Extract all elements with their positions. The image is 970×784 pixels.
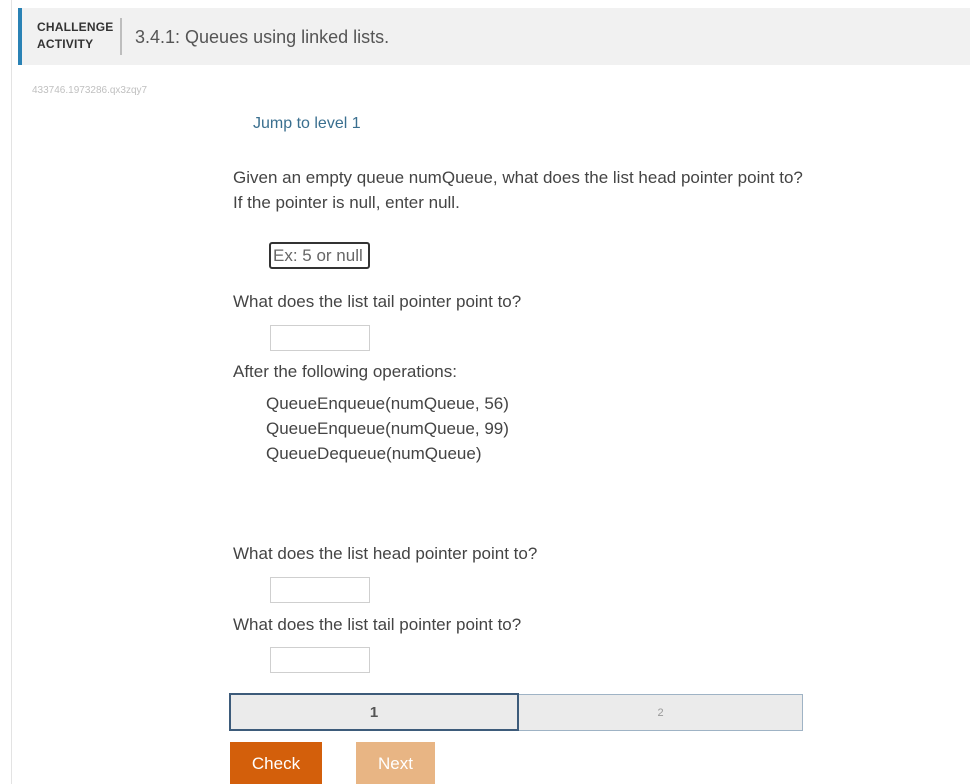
level-2-tab[interactable]: 2 xyxy=(519,694,803,731)
question-head-after: What does the list head pointer point to? xyxy=(233,544,538,563)
header-divider xyxy=(120,18,122,55)
jump-to-level-link[interactable]: Jump to level 1 xyxy=(253,115,361,132)
activity-id: 433746.1973286.qx3zqy7 xyxy=(32,85,148,96)
activity-title: 3.4.1: Queues using linked lists. xyxy=(135,27,390,47)
activity-type-label xyxy=(37,19,113,53)
level-progress-bar xyxy=(229,693,803,731)
question-tail-empty: What does the list tail pointer point to? xyxy=(233,292,522,311)
answer-input-tail-empty[interactable] xyxy=(270,325,370,351)
left-border xyxy=(11,0,12,784)
answer-input-tail-after[interactable] xyxy=(270,647,370,673)
answer-input-head-empty[interactable] xyxy=(269,242,370,269)
question-head-empty: Given an empty queue numQueue, what does the list head pointer point to? If the pointer is null, enter null. xyxy=(233,168,803,212)
level-1-tab[interactable]: 1 xyxy=(229,693,519,731)
activity-type-line-1: CHALLENGE xyxy=(37,20,114,34)
activity-type-line-2: ACTIVITY xyxy=(37,37,94,51)
operations-list xyxy=(266,391,509,466)
check-button[interactable]: Check xyxy=(230,742,322,784)
question-tail-after: What does the list tail pointer point to? xyxy=(233,615,522,634)
activity-header xyxy=(18,8,970,65)
operation-line: QueueDequeue(numQueue) xyxy=(266,444,482,463)
operations-label: After the following operations: xyxy=(233,362,457,381)
next-button[interactable]: Next xyxy=(356,742,435,784)
operation-line: QueueEnqueue(numQueue, 56) xyxy=(266,394,509,413)
answer-input-head-after[interactable] xyxy=(270,577,370,603)
operation-line: QueueEnqueue(numQueue, 99) xyxy=(266,419,509,438)
